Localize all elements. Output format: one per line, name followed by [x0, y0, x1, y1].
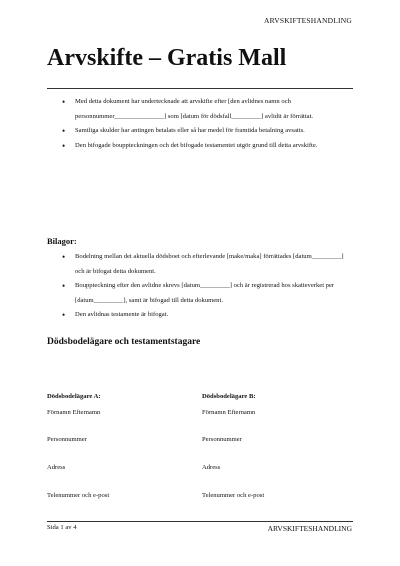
list-item: • Med detta dokument har undertecknade att arvskifte efter [den avlidnes namn och personnummer_______________] som [datum för dödsfall_________] avlidit är förrättat. [62, 95, 348, 124]
heir-b-personnummer-field: Personnummer [202, 436, 242, 443]
bilagor-heading: Bilagor: [47, 236, 77, 246]
heir-b-heading: Dödsbodelägare B: [202, 393, 256, 400]
heir-b-block [202, 393, 352, 499]
heir-b-address-field: Adress [202, 464, 221, 471]
heir-a-personnummer-field: Personnummer [47, 436, 87, 443]
page-number: Sida 1 av 4 [47, 524, 77, 531]
footer-divider [47, 521, 353, 522]
heir-a-address-field: Adress [47, 464, 66, 471]
list-item: • Bodelning mellan det aktuella dödsboet och efterlevande [make/maka] förrättades [datum_________] och är bifogat detta dokument. [62, 250, 348, 279]
heir-b-contact-field: Telenummer och e-post [202, 492, 265, 499]
list-item: • Bouppteckning efter den avlidne skrevs [datum_________] och är registrerad hos skatteverket per [datum_________], samt är bifogad till detta dokument. [62, 279, 348, 308]
list-item: • Den avlidnas testamente är bifogat. [62, 308, 348, 323]
bilagor-list [62, 250, 348, 323]
title-divider [47, 88, 353, 89]
footer-doc-label: ARVSKIFTESHANDLING [267, 524, 352, 533]
list-item: • Den bifogade bouppteckningen och det bifogade testamentet utgör grund till detta arvskifte. [62, 139, 348, 154]
heir-a-name-field: Förnamn Efternamn [47, 409, 101, 416]
intro-list [62, 95, 348, 153]
list-item: • Samtliga skulder har antingen betalats eller så har medel för framtida betalning avsatts. [62, 124, 348, 139]
heir-b-name-field: Förnamn Efternamn [202, 409, 256, 416]
header-doc-label: ARVSKIFTESHANDLING [263, 16, 352, 25]
heir-a-block [47, 393, 197, 499]
page-title: Arvskifte – Gratis Mall [47, 45, 287, 71]
heir-a-heading: Dödsbodelägare A: [47, 393, 101, 400]
heir-a-contact-field: Telenummer och e-post [47, 492, 110, 499]
heirs-heading: Dödsbodelägare och testamentstagare [47, 337, 201, 347]
